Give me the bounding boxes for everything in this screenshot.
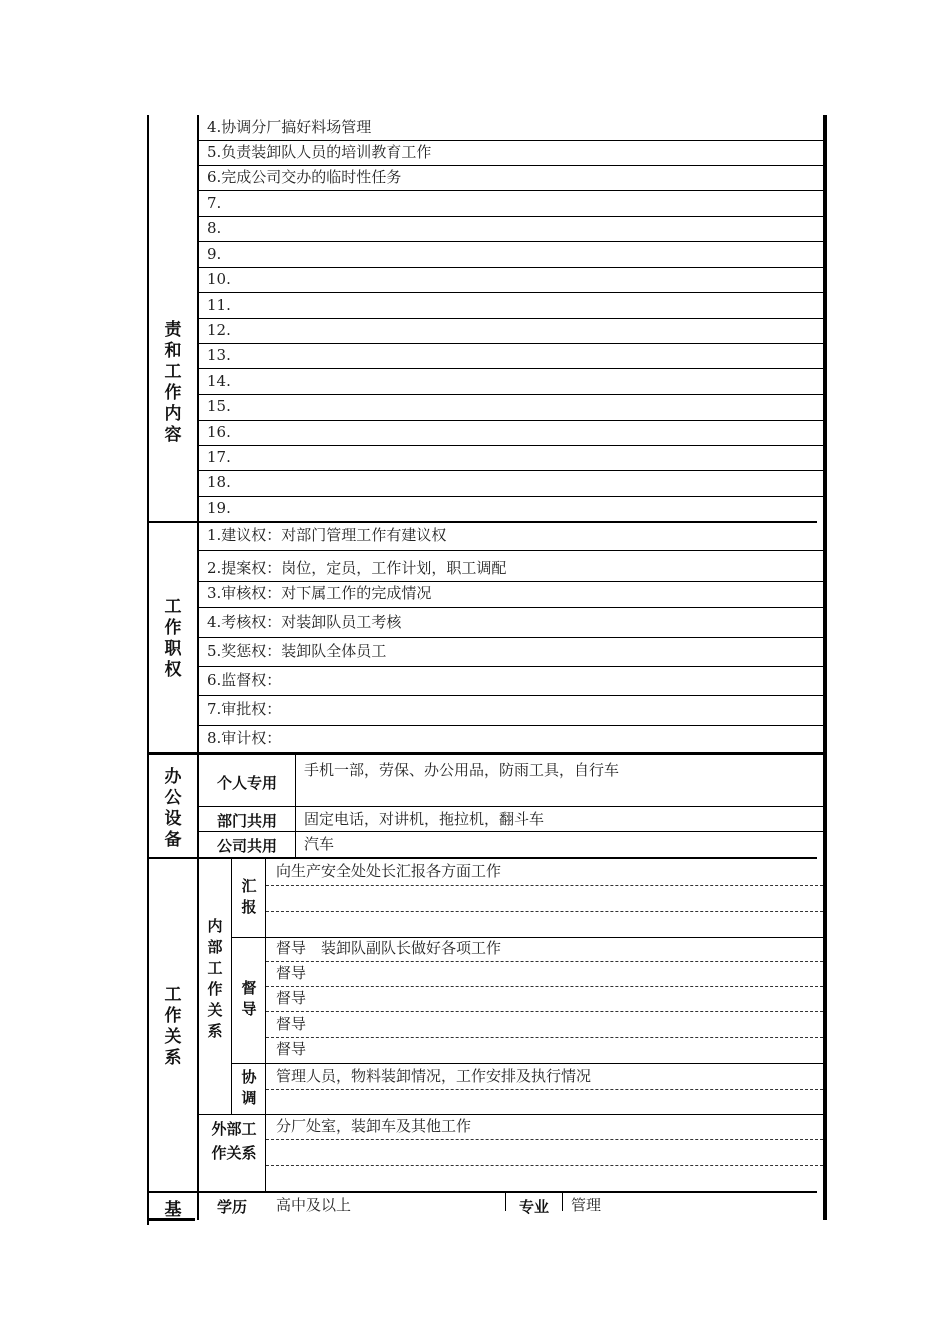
duty-item: 17. [207,448,231,466]
row-line [199,241,823,242]
row-line [199,725,823,726]
authority-item: 6.监督权： [207,671,282,689]
frame-left-border [147,115,149,1225]
section-divider-thick [149,752,823,755]
row-line [231,1063,823,1064]
row-line [199,470,823,471]
duty-item: 5.负责装卸队人员的培训教育工作 [207,143,432,161]
supervise-row: 督导 [276,1015,307,1033]
row-line [199,581,823,582]
row-line [199,140,823,141]
row-line [199,190,823,191]
equipment-heading: 办公设备 [164,767,182,850]
external-relations-label: 外部工作关系 [211,1120,257,1162]
row-line [199,420,823,421]
duty-item: 6.完成公司交办的临时性任务 [207,168,402,186]
duty-item: 8. [207,219,222,237]
supervise-row: 督导 [276,989,307,1007]
duty-item: 11. [207,296,231,314]
internal-relations-label: 内部工作关系 [207,917,223,1040]
coordinate-text: 管理人员，物料装卸情况，工作安排及执行情况 [276,1067,592,1085]
dashed-line [266,885,823,886]
dashed-line [266,1139,823,1140]
duty-item: 7. [207,194,222,212]
dashed-line [266,1037,823,1038]
major-label: 专业 [518,1198,549,1216]
equipment-label-company: 公司共用 [216,837,277,855]
duty-item: 18. [207,473,231,491]
row-line [199,666,823,667]
dashed-line [266,1165,823,1166]
supervise-row: 督导 [276,1040,307,1058]
education-value: 高中及以上 [276,1196,352,1214]
dashed-line [266,1089,823,1090]
row-line [199,496,823,497]
authority-item: 3.审核权：对下属工作的完成情况 [207,584,432,602]
duty-item: 19. [207,499,231,517]
equipment-label-personal: 个人专用 [216,774,277,792]
relations-heading: 工作关系 [164,985,182,1068]
row-line [199,831,823,832]
row-line [199,368,823,369]
relation-type-divider [265,859,266,1192]
row-line [199,267,823,268]
section-divider [149,521,817,523]
frame-right-border [823,115,827,1220]
education-label: 学历 [216,1198,247,1216]
duty-item: 9. [207,245,222,263]
row-line [199,806,823,807]
authority-item: 5.奖惩权：装卸队全体员工 [207,642,387,660]
row-line [199,637,823,638]
dashed-line [266,911,823,912]
row-line [231,937,823,938]
supervise-row: 督导 装卸队副队长做好各项工作 [276,939,502,957]
equipment-value-personal: 手机一部，劳保、办公用品，防雨工具，自行车 [304,761,620,779]
equipment-label-department: 部门共用 [216,812,277,830]
duty-item: 12. [207,321,231,339]
authority-item: 2.提案权：岗位，定员，工作计划，职工调配 [207,559,507,577]
row-line [199,550,823,551]
authority-item: 4.考核权：对装卸队员工考核 [207,613,402,631]
duty-item: 10. [207,270,231,288]
row-line [199,394,823,395]
duties-heading: 责和工作内容 [164,320,182,445]
row-line [199,216,823,217]
row-line [199,607,823,608]
dashed-line [266,1011,823,1012]
equipment-value-company: 汽车 [304,835,335,853]
duty-item: 16. [207,423,231,441]
supervise-label: 督导 [241,979,257,1018]
basic-heading: 基 [164,1200,182,1220]
duty-item: 14. [207,372,231,390]
row-line [199,165,823,166]
row-line [199,292,823,293]
duty-item: 13. [207,346,231,364]
row-line [199,445,823,446]
internal-divider [231,859,232,1114]
supervise-row: 督导 [276,964,307,982]
authority-heading: 工作职权 [164,597,182,680]
duty-item: 4.协调分厂搞好料场管理 [207,118,372,136]
dashed-line [266,961,823,962]
row-line [199,695,823,696]
equipment-value-department: 固定电话，对讲机，拖拉机，翻斗车 [304,810,545,828]
row-line [199,1114,823,1115]
row-line [199,343,823,344]
row-line [199,318,823,319]
dashed-line [266,986,823,987]
authority-item: 7.审批权： [207,700,282,718]
coordinate-label: 协调 [241,1068,257,1107]
report-label: 汇报 [241,877,257,916]
report-text: 向生产安全处处长汇报各方面工作 [276,862,502,880]
major-value: 管理 [571,1196,602,1214]
authority-item: 8.审计权： [207,729,282,747]
major-value-divider [562,1193,563,1211]
relations-divider [197,859,199,1192]
duty-item: 15. [207,397,231,415]
external-text: 分厂处室，装卸车及其他工作 [276,1117,472,1135]
authority-item: 1.建议权：对部门管理工作有建议权 [207,526,447,544]
section-divider [149,1191,817,1193]
section-divider [149,857,817,859]
